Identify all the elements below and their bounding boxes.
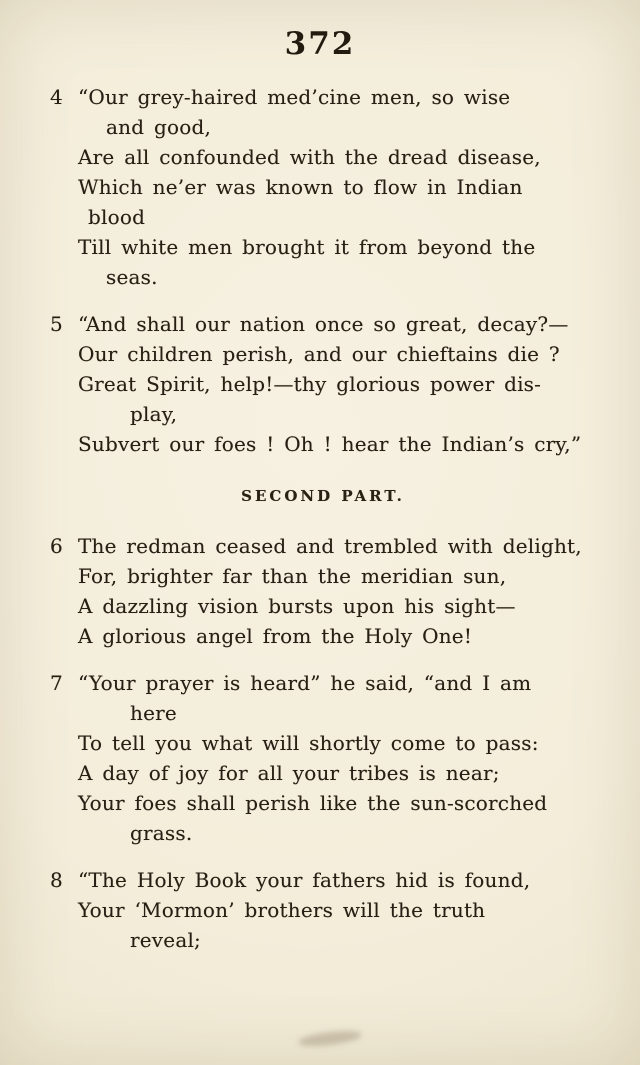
verse-line-text: The redman ceased and trembled with delight, xyxy=(78,534,582,558)
verse-line: here xyxy=(130,701,177,725)
verse-line xyxy=(50,82,596,112)
verse-line xyxy=(50,865,596,895)
verse-number: 8 xyxy=(50,868,63,892)
verse-line: A glorious angel from the Holy One! xyxy=(78,624,473,648)
verse-line: blood xyxy=(88,205,146,229)
verse-line: For, brighter far than the meridian sun, xyxy=(78,564,507,588)
verse-line-text: “The Holy Book your fathers hid is found, xyxy=(78,868,531,892)
verse-line: Your foes shall perish like the sun-scorched xyxy=(78,791,548,815)
verse-line: grass. xyxy=(130,821,193,845)
verse-7 xyxy=(50,668,596,848)
verse-line: A day of joy for all your tribes is near; xyxy=(78,761,500,785)
verse-line: A dazzling vision bursts upon his sight— xyxy=(78,594,516,618)
verse-number: 5 xyxy=(50,312,63,336)
verse-line: Great Spirit, help!—thy glorious power dis- xyxy=(78,372,542,396)
verse-line: Which ne’er was known to flow in Indian xyxy=(78,175,523,199)
verse-line-text: “Your prayer is heard” he said, “and I am xyxy=(78,671,532,695)
verse-line: Our children perish, and our chieftains die ? xyxy=(78,342,560,366)
verse-line: Till white men brought it from beyond the xyxy=(78,235,536,259)
verse-line: seas. xyxy=(106,265,158,289)
verse-line: Your ‘Mormon’ brothers will the truth xyxy=(78,898,486,922)
verse-number: 6 xyxy=(50,534,63,558)
verse-line-text: “Our grey-haired med’cine men, so wise xyxy=(78,85,511,109)
section-heading: SECOND PART. xyxy=(241,487,405,505)
verse-line: reveal; xyxy=(130,928,201,952)
verse-line xyxy=(50,668,596,698)
verse-5 xyxy=(50,309,596,459)
verse-line: Are all confounded with the dread disease, xyxy=(78,145,541,169)
verse-line-text: “And shall our nation once so great, decay?— xyxy=(78,312,569,336)
verse-line: and good, xyxy=(106,115,212,139)
verse-number: 7 xyxy=(50,671,63,695)
verse-6 xyxy=(50,531,596,651)
verse-8 xyxy=(50,865,596,955)
verse-line xyxy=(50,531,596,561)
verse-line: Subvert our foes ! Oh ! hear the Indian’s cry,” xyxy=(78,432,582,456)
hymn-text xyxy=(0,62,640,955)
verse-line xyxy=(50,309,596,339)
verse-line: To tell you what will shortly come to pass: xyxy=(78,731,539,755)
verse-number: 4 xyxy=(50,85,63,109)
scan-smudge xyxy=(297,1028,362,1049)
verse-4 xyxy=(50,82,596,292)
verse-line: play, xyxy=(130,402,178,426)
page-number: 372 xyxy=(284,26,356,62)
